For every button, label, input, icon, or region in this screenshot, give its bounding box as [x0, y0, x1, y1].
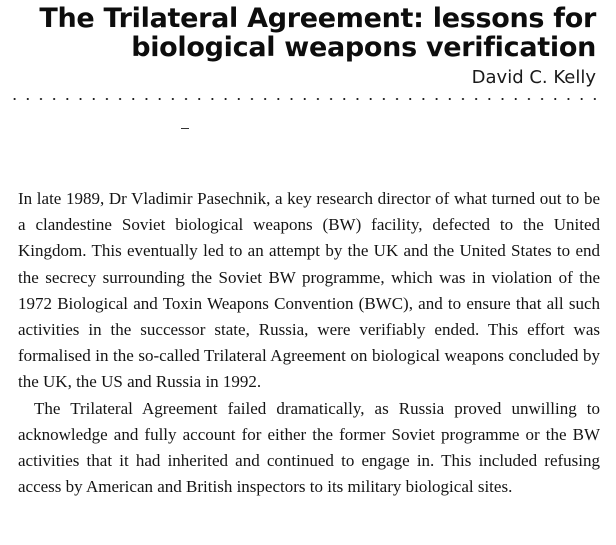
article-title: [36, 4, 596, 62]
article-title-line-1: The Trilateral Agreement: lessons for: [39, 3, 596, 34]
article-body: [18, 186, 600, 500]
dash-mark: [181, 128, 189, 129]
body-paragraph-2: The Trilateral Agreement failed dramatically, as Russia proved unwilling to acknowledge and fully account for either the former Soviet programme or the BW activities that it had inherited and continued to engage in. This included refusing access by American and British inspectors to its military biological sites.: [18, 398, 600, 497]
article-title-line-2: biological weapons verification: [131, 32, 596, 63]
dotted-divider: [8, 96, 596, 102]
author-name: David C. Kelly: [471, 67, 596, 88]
body-paragraph-1: In late 1989, Dr Vladimir Pasechnik, a key research director of what turned out to be a clandestine Soviet biological weapons (BW) facility, defected to the United Kingdom. This eventually led to an attempt by the UK and the United States to end the secrecy surrounding the Soviet BW programme, which was in violation of the 1972 Biological and Toxin Weapons Convention (BWC), and to ensure that all such activities in the successor state, Russia, were verifiably ended. This effort was formalised in the so-called Trilateral Agreement on biological weapons concluded by the UK, the US and Russia in 1992.: [18, 189, 600, 392]
